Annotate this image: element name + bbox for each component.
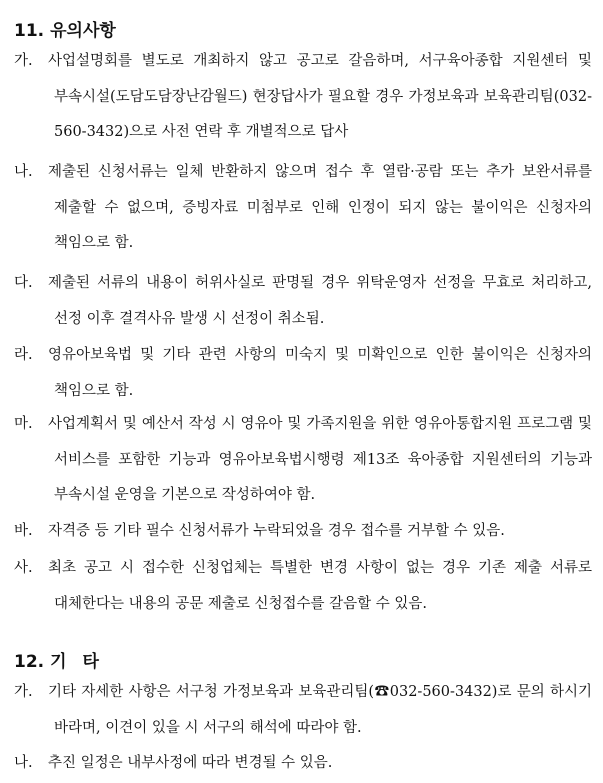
- section-11-heading: [14, 20, 116, 42]
- section-11-item-da: [14, 266, 592, 337]
- item-text: 자격증 등 기타 필수 신청서류가 누락되었을 경우 접수를 거부할 수 있음.: [48, 523, 505, 539]
- section-11-item-ga: [14, 44, 592, 151]
- section-11-title: 유의사항: [50, 21, 116, 41]
- item-marker: 라.: [14, 347, 33, 363]
- section-11-number: 11.: [14, 21, 45, 41]
- section-12-item-na: [14, 746, 592, 782]
- item-marker: 사.: [14, 560, 33, 576]
- section-12-title: 기타: [50, 652, 115, 672]
- item-marker: 나.: [14, 755, 33, 771]
- item-text: 사업계획서 및 예산서 작성 시 영유아 및 가족지원을 위한 영유아통합지원 프로그램 및 서비스를 포함한 기능과 영유아보육법시행령 제13조 육아종합 지원센터의 기능과 부속시설 운영을 기본으로 작성하여야 함.: [48, 416, 592, 504]
- item-marker: 가.: [14, 53, 33, 69]
- item-text: 사업설명회를 별도로 개최하지 않고 공고로 갈음하며, 서구육아종합 지원센터 및 부속시설(도담도담장난감월드) 현장답사가 필요할 경우 가정보육과 보육관리팀(032-560-3432)으로 사전 연락 후 개별적으로 답사: [48, 53, 592, 141]
- item-text: 영유아보육법 및 기타 관련 사항의 미숙지 및 미확인으로 인한 불이익은 신청자의 책임으로 함.: [48, 347, 592, 399]
- item-marker: 나.: [14, 164, 33, 180]
- section-12-item-ga: [14, 675, 592, 746]
- section-11-item-sa: [14, 551, 592, 622]
- item-text: 최초 공고 시 접수한 신청업체는 특별한 변경 사항이 없는 경우 기존 제출 서류로 대체한다는 내용의 공문 제출로 신청접수를 갈음할 수 있음.: [48, 560, 592, 612]
- item-marker: 다.: [14, 275, 33, 291]
- section-11-item-na: [14, 155, 592, 262]
- item-text: 기타 자세한 사항은 서구청 가정보육과 보육관리팀(☎032-560-3432)로 문의 하시기 바라며, 이견이 있을 시 서구의 해석에 따라야 함.: [48, 684, 592, 736]
- item-marker: 바.: [14, 523, 33, 539]
- section-12-heading: [14, 651, 115, 673]
- item-text: 제출된 신청서류는 일체 반환하지 않으며 접수 후 열람·공람 또는 추가 보완서류를 제출할 수 없으며, 증빙자료 미첨부로 인해 인정이 되지 않는 불이익은 신청자의 책임으로 함.: [48, 164, 592, 252]
- item-marker: 가.: [14, 684, 33, 700]
- item-marker: 마.: [14, 416, 33, 432]
- item-text: 제출된 서류의 내용이 허위사실로 판명될 경우 위탁운영자 선정을 무효로 처리하고, 선정 이후 결격사유 발생 시 선정이 취소됨.: [48, 275, 592, 327]
- section-12-number: 12.: [14, 652, 45, 672]
- section-11-item-ba: [14, 514, 592, 550]
- section-11-item-ra: [14, 338, 592, 409]
- section-11-item-ma: [14, 407, 592, 514]
- item-text: 추진 일정은 내부사정에 따라 변경될 수 있음.: [48, 755, 333, 771]
